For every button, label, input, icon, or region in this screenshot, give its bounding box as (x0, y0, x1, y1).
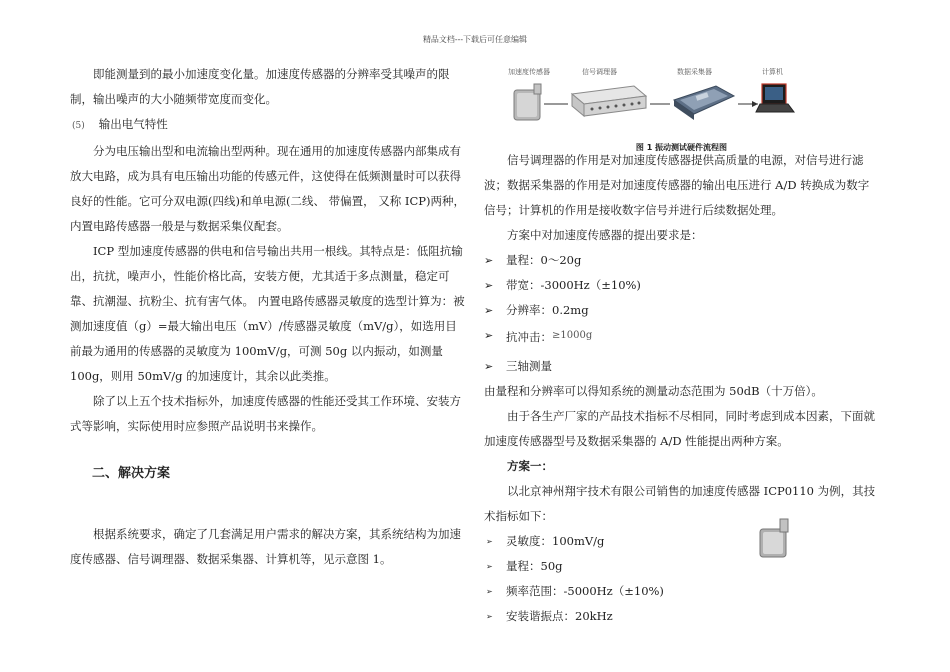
sensor-photo (756, 517, 796, 561)
requirement-triaxial: 三轴测量 (506, 359, 552, 373)
list-item: ➢ 抗冲击：≥1000g (484, 329, 593, 344)
paragraph: ICP 型加速度传感器的供电和信号输出共用一根线。其特点是：低阻抗输出，抗扰，噪声小，性能价格比高，安装方便，尤其适于多点测量，稳定可靠、抗潮湿、抗粉尘、抗有害气体。 内置电路传感器灵敏度的选型计算为：被测加速度值（g）=最大输出电压（mV）/传感器灵敏度（mV/g），如选用目前最为通用的传感器的灵敏度为 100mV/g，可测 50g 以内振动，如测量 100g，则用 50mV/g 的加速度计，其余以此类推。 (70, 244, 465, 383)
requirement-resolution: 分辨率：0.2mg (506, 303, 589, 317)
figure-label: 加速度传感器 (508, 68, 550, 76)
right-column (484, 62, 879, 629)
requirement-bandwidth: 带宽：-3000Hz（±10%) (506, 278, 641, 292)
list-item: ➢ 三轴测量 (484, 359, 552, 373)
figure-label: 信号调理器 (582, 68, 617, 76)
section-number: (5) (72, 121, 85, 131)
requirement-range: 量程：0～20g (506, 253, 582, 267)
spec-frequency: 频率范围：-5000Hz（±10%) (506, 584, 664, 598)
plan-heading: 方案一： (507, 459, 553, 473)
hardware-flow-figure (484, 62, 879, 142)
paragraph: 即能测量到的最小加速度变化量。加速度传感器的分辨率受其噪声的限制，输出噪声的大小随频带宽度而变化。 (70, 67, 450, 106)
signal-conditioner-image (572, 86, 646, 116)
spec-resonance: 安装谐振点：20kHz (506, 609, 613, 623)
left-column (70, 62, 465, 572)
list-item: ➢ 安装谐振点：20kHz (486, 609, 613, 623)
page-header: 精品文档---下载后可任意编辑 (422, 35, 528, 44)
paragraph: 以北京神州翔宇技术有限公司销售的加速度传感器 ICP0110 为例，其技术指标如下： (484, 484, 876, 523)
figure-caption: 图 1 振动测试硬件流程图 (635, 143, 728, 152)
arrow-head (752, 101, 758, 107)
list-item: ➢ 分辨率：0.2mg (484, 303, 589, 317)
computer-image (756, 84, 794, 112)
data-acquisition-image (674, 86, 734, 120)
list-item: ➢ 灵敏度：100mV/g (486, 534, 605, 548)
section-title: 输出电气特性 (98, 117, 168, 131)
requirement-shock: 抗冲击： (506, 330, 552, 344)
requirement-shock-value: ≥1000g (552, 330, 593, 341)
figure-label: 数据采集器 (677, 68, 712, 76)
list-item: ➢ 频率范围：-5000Hz（±10%) (486, 584, 664, 598)
flow-diagram (484, 70, 804, 140)
spec-sensitivity: 灵敏度：100mV/g (506, 534, 605, 548)
paragraph: 方案中对加速度传感器的提出要求是： (507, 228, 703, 242)
paragraph: 由于各生产厂家的产品技术指标不尽相同，同时考虑到成本因素，下面就加速度传感器型号及数据采集器的 A/D 性能提出两种方案。 (484, 409, 875, 448)
list-item: ➢ 带宽：-3000Hz（±10%) (484, 278, 641, 292)
spec-range: 量程：50g (506, 559, 563, 573)
sensor-image (514, 84, 541, 120)
figure-label: 计算机 (762, 68, 783, 76)
list-item: ➢ 量程：0～20g (484, 253, 582, 267)
paragraph: 由量程和分辨率可以得知系统的测量动态范围为 50dB（十万倍）。 (484, 384, 823, 398)
paragraph: 分为电压输出型和电流输出型两种。现在通用的加速度传感器内部集成有放大电路，成为具有电压输出功能的传感元件，这使得在低频测量时可以获得良好的性能。它可分双电源(四线)和单电源(二线、 带偏置， 又称 ICP)两种，内置电路传感器一般是与数据采集仪配套。 (70, 144, 465, 233)
paragraph: 除了以上五个技术指标外，加速度传感器的性能还受其工作环境、安装方式等影响，实际使用时应参照产品说明书来操作。 (70, 394, 461, 433)
list-item: ➢ 量程：50g (486, 559, 563, 573)
spec-list (484, 529, 879, 629)
section-heading (70, 112, 465, 139)
paragraph: 信号调理器的作用是对加速度传感器提供高质量的电源，对信号进行滤波；数据采集器的作用是对加速度传感器的输出电压进行 A/D 转换成为数字信号；计算机的作用是接收数字信号并进行后续数据处理。 (484, 153, 870, 217)
paragraph: 根据系统要求，确定了几套满足用户需求的解决方案，其系统结构为加速度传感器、信号调理器、数据采集器、计算机等，见示意图 1。 (70, 527, 461, 566)
heading-solution: 二、解决方案 (92, 466, 171, 481)
